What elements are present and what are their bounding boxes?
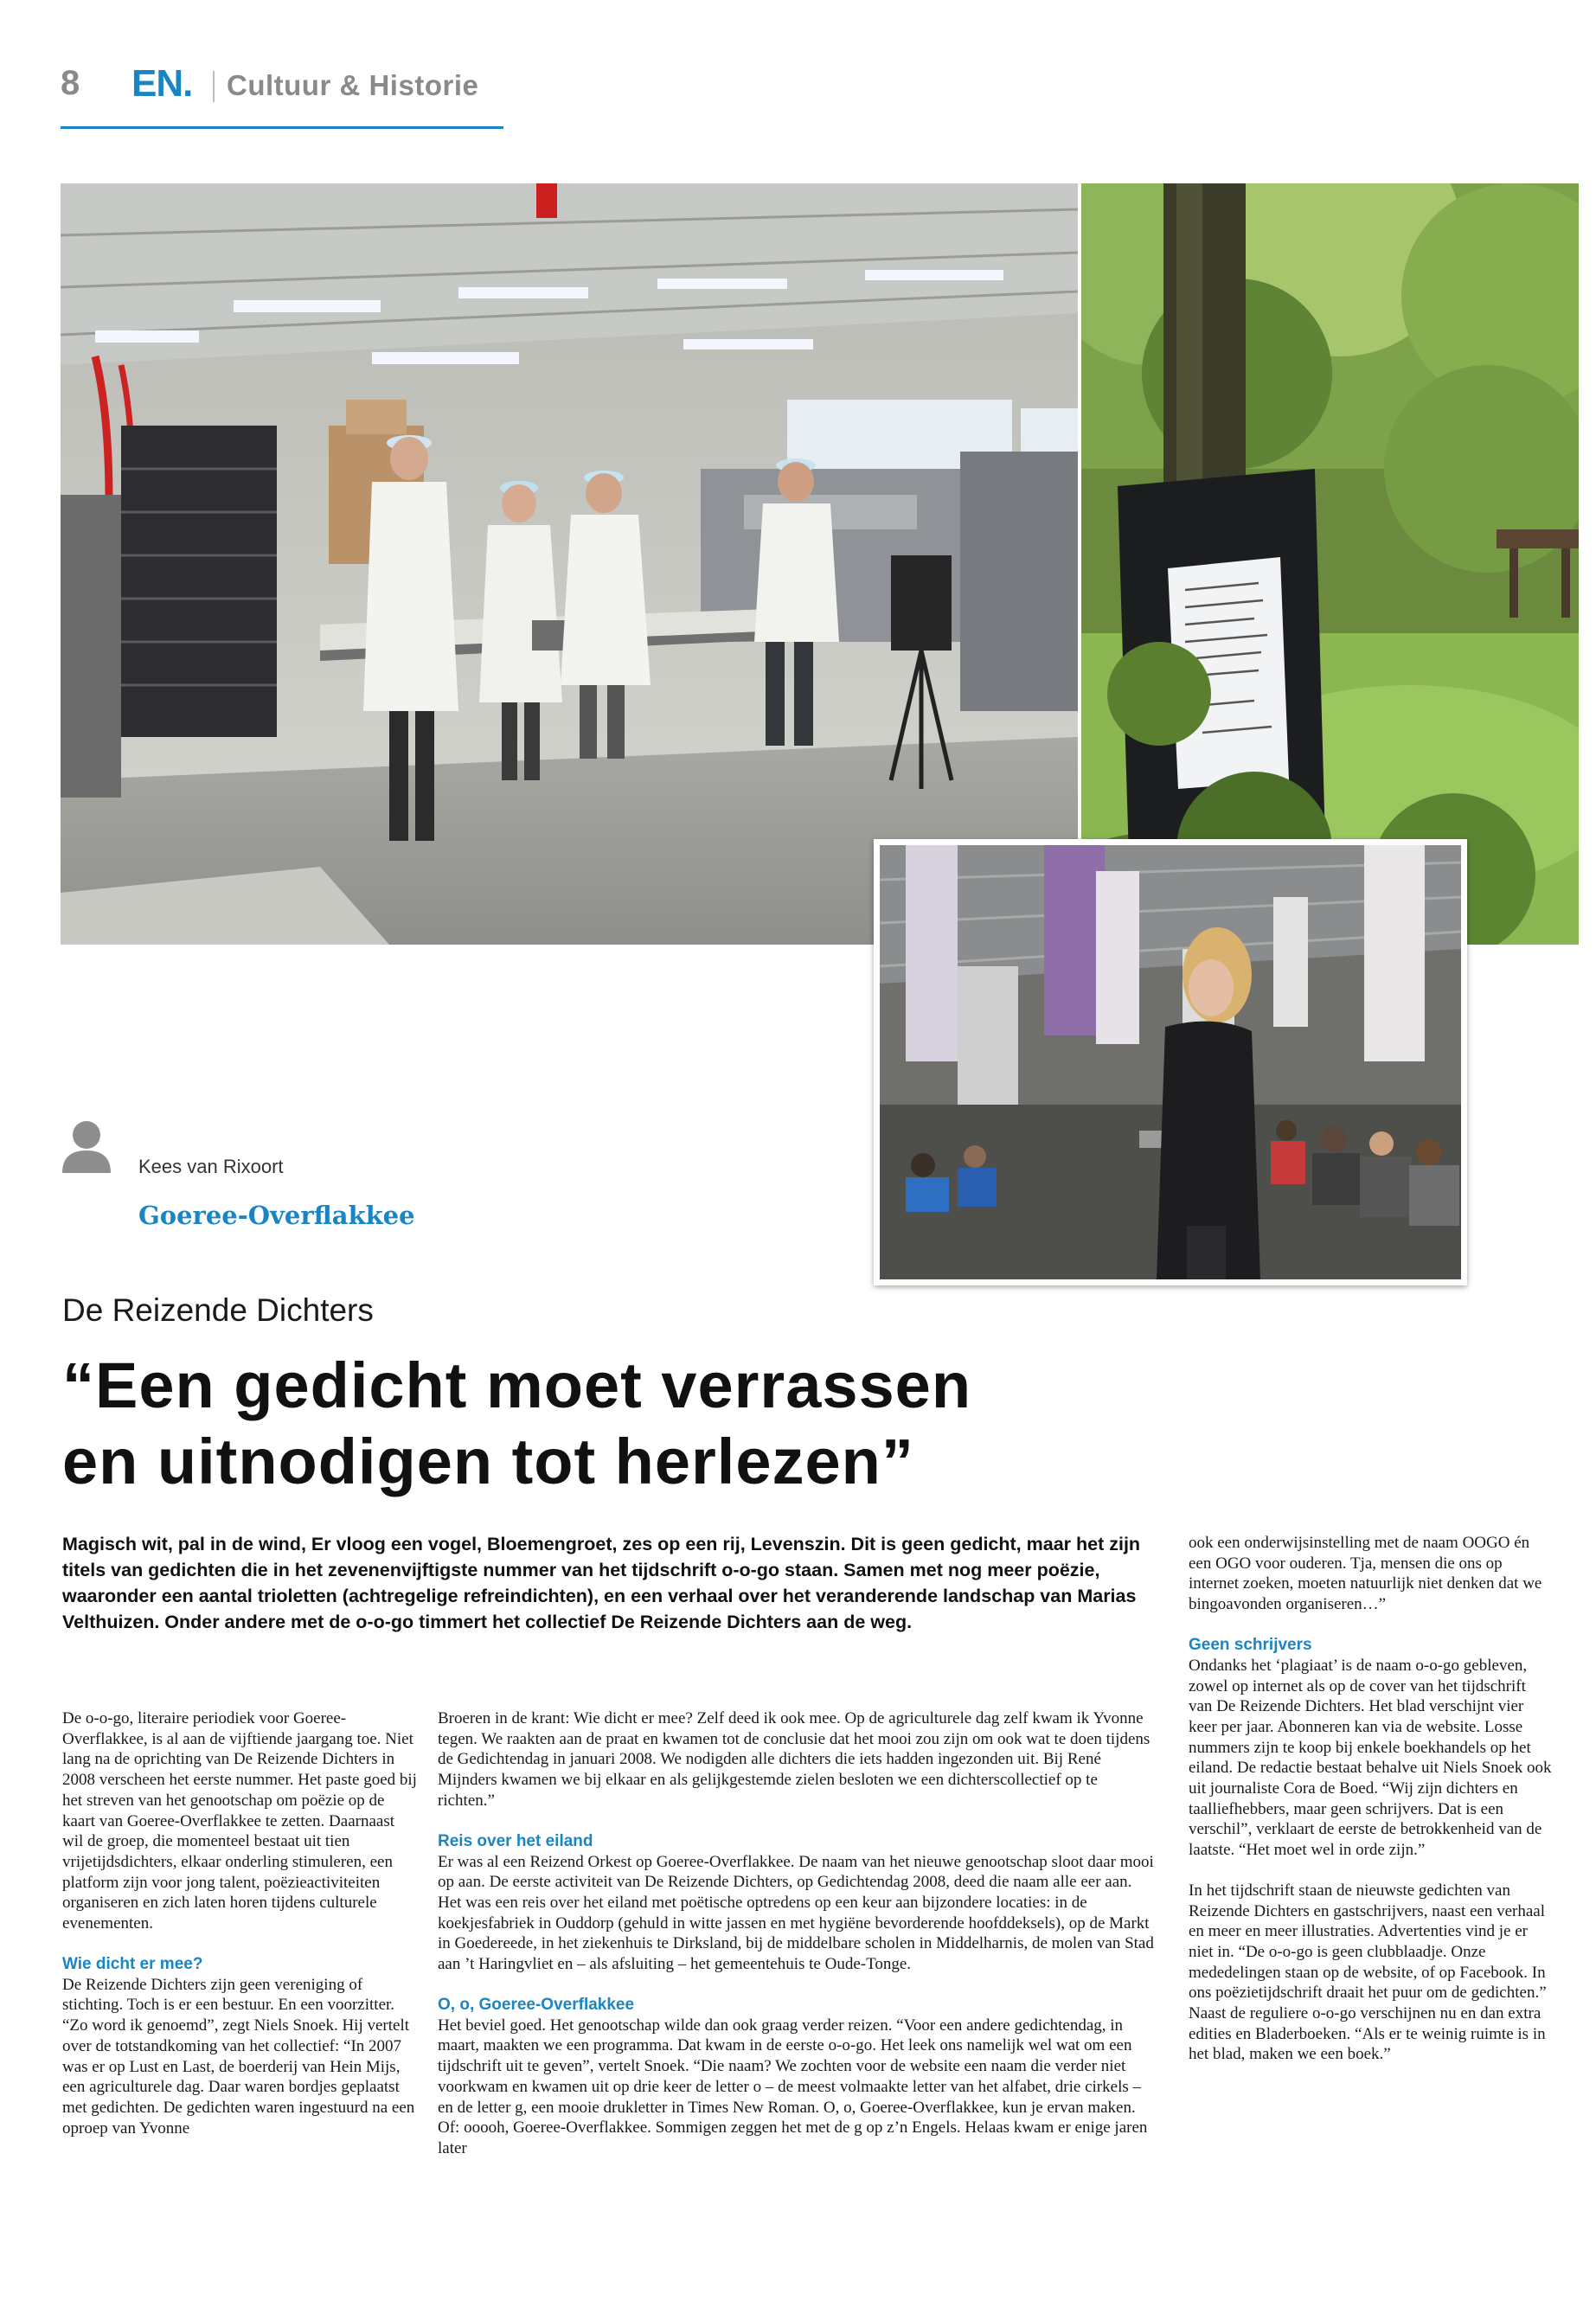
article-headline (62, 1348, 1187, 1500)
headline-line-2: en uitnodigen tot herlezen” (62, 1426, 914, 1497)
body-paragraph: Ondanks het ‘plagiaat’ is de naam o-o-go gebleven, zowel op internet als op de cover van het tijdschrift van De Reizende Dichters. Het blad verschijnt vier keer per jaar. Abonneren kan via de website. Losse nummers zijn te koop bij enkele boekhandels op het eiland. De redactie bestaat behalve uit Niels Snoek ook uit journaliste Cora de Boed. “Wij zijn dichters en taalliefhebbers, maar geen schrijvers. Dat is een verschil”, verklaart de eerste de betrokkenheid van de laatste. “Het moet wel in orde zijn.” (1189, 1656, 1552, 1860)
subheading-wie-dicht: Wie dicht er mee? (62, 1954, 203, 1973)
subheading-geen-schrijvers: Geen schrijvers (1189, 1635, 1312, 1654)
header-rule (61, 126, 503, 129)
section-title: Cultuur & Historie (227, 69, 479, 101)
header-separator (213, 71, 215, 102)
page-number: 8 (61, 64, 80, 102)
body-paragraph: Het beviel goed. Het genootschap wilde dan ook graag verder reizen. “Voor een andere gedichtendag, in maart, maakten we een programma. Dat kwam in de eerste o-o-go. Het leek ons namelijk wel wat om een tijdschrift uit te geven”, vertelt Snoek. “Die naam? We zochten voor de website een naam die verder niet voorkwam en kwamen uit op drie keer de letter o – de meest volmaakte letter van het alfabet, drie cirkels – en de letter g, een mooie drukletter in Times New Roman. O, o, Goeree-Overflakkee, kun je ervan maken. Of: ooooh, Goeree-Overflakkee. Sommigen zeggen het met de g op z’n Engels. Helaas kwam er enige jaren later (438, 2016, 1148, 2157)
body-column-3 (1189, 1533, 1552, 2085)
body-column-2 (438, 1708, 1156, 2179)
body-paragraph: ook een onderwijsinstelling met de naam OOGO én een OGO voor ouderen. Tja, mensen die ons op internet zoeken, moeten natuurlijk niet denken dat we bingoavonden organiseren…” (1189, 1534, 1542, 1614)
body-paragraph: Broeren in de krant: Wie dicht er mee? Zelf deed ik ook mee. Op de agriculturele dag zelf kwam ik Yvonne tegen. We raakten aan de praat en kwamen tot de conclusie dat het mooi zou zijn om ook wat te doen tijdens de Gedichtendag in januari 2008. We nodigden alle dichters die iets hadden ingezonden uit. Bij René Mijnders kwamen we bij elkaar en als gelijkgestemde zielen besloten we een dichterscollectief op te richten.” (438, 1709, 1151, 1810)
photo-poetry-exhibition (874, 839, 1467, 1285)
article-kicker: De Reizende Dichters (62, 1292, 374, 1328)
person-silhouette-icon (62, 1119, 111, 1173)
article-intro: Magisch wit, pal in de wind, Er vloog een vogel, Bloemengroet, zes op een rij, Levenszin. Dit is geen gedicht, maar het zijn titels van gedichten die in het zevenenvijftigste nummer van het tijdschrift o-o-go staan. Samen met nog meer poëzie, waaronder een aantal trioletten (achtregelige refreindichten), en een verhaal over het veranderende landschap van Marias Velthuizen. Onder andere met de o-o-go timmert het collectief De Reizende Dichters aan de weg. (62, 1534, 1141, 1632)
body-column-1 (62, 1708, 417, 2158)
author-name: Kees van Rixoort (138, 1156, 284, 1177)
headline-line-1: “Een gedicht moet verrassen (62, 1349, 972, 1421)
body-paragraph: Er was al een Reizend Orkest op Goeree-Overflakkee. De naam van het nieuwe genootschap sloot daar mooi op aan. De eerste activiteit van De Reizende Dichters, op Gedichtendag 2008, deed die naam alle eer aan. Het was een reis over het eiland met poëtische optredens op een keur aan bijzondere locaties: in de koekjesfabriek in Ouddorp (gehuld in witte jassen en met hygiëne bevorderende hoofddeksels), op de Markt in Goedereede, in het ziekenhuis te Dirksland, bij de middelbare scholen in Middelharnis, de molen van Stad aan ’t Haringvliet en – als afsluiting – het gemeentehuis te Oude-Tonge. (438, 1852, 1154, 1974)
publication-logo: EN. (131, 62, 193, 105)
body-paragraph: De Reizende Dichters zijn geen vereniging of stichting. Toch is er een bestuur. En een voorzitter. “Zo word ik genoemd”, zegt Niels Snoek. Hij vertelt over de totstandkoming van het collectief: “In 2007 was er op Lust en Last, de boerderij van Hein Mijs, een agriculturele dag. Daar waren bordjes geplaatst met gedichten. De gedichten waren ingestuurd na een oproep van Yvonne (62, 1975, 415, 2138)
subheading-reis: Reis over het eiland (438, 1831, 593, 1850)
body-paragraph: De o-o-go, literaire periodiek voor Goeree-Overflakkee, is al aan de vijftiende jaargang toe. Niet lang na de oprichting van De Reizende Dichters in 2008 verscheen het eerste nummer. Het paste goed bij het streven van het genootschap om poëzie op de kaart van Goeree-Overflakkee te zetten. Daarnaast wil de groep, die momenteel bestaat uit tien vrijetijdsdichters, elkaar onderling stimuleren, een platform zijn voor jong talent, poëzieactiviteiten organiseren en zich laten horen tijdens culturele evenementen. (62, 1709, 417, 1933)
photo-factory-visit (61, 183, 1078, 945)
photo-poem-on-tree (1081, 183, 1579, 945)
region-label: Goeree-Overflakkee (138, 1201, 415, 1230)
body-paragraph: In het tijdschrift staan de nieuwste gedichten van Reizende Dichters en gastschrijvers, naast een verhaal en meer en meer illustraties. Advertenties vind je er niet in. “De o-o-go is geen clubblaadje. Onze mededelingen staan op de website, of op Facebook. In ons poëzietijdschrift draait het puur om de gedichten.” Naast de reguliere o-o-go verschijnen nu en dan extra edities en Bladerboeken. “Als er te weinig ruimte is in het blad, maken we een boek.” (1189, 1881, 1547, 2064)
subheading-ooo: O, o, Goeree-Overflakkee (438, 1995, 635, 2014)
